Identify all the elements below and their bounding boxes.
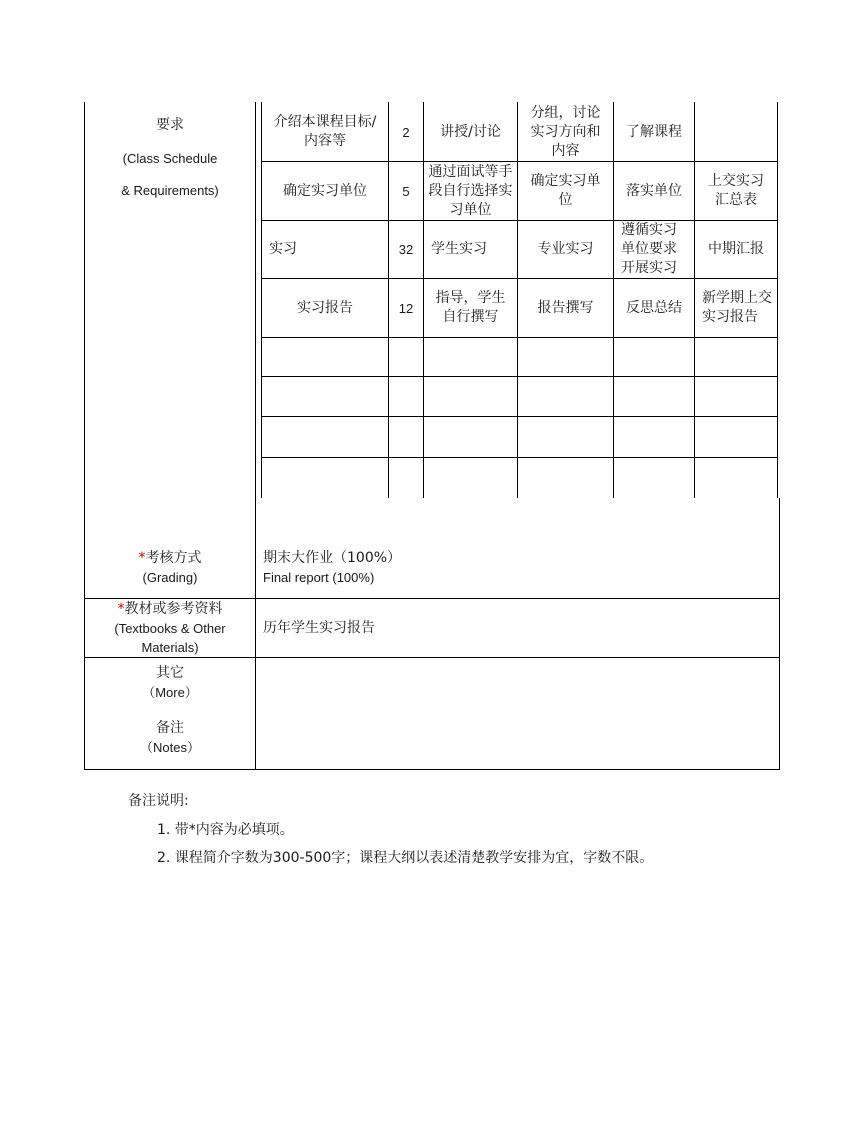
grading-value-zh: 期末大作业（100%） bbox=[263, 550, 402, 566]
schedule-cell-hours: 2 bbox=[402, 124, 410, 140]
grading-value bbox=[256, 548, 656, 588]
table-border-bottom bbox=[84, 769, 780, 770]
schedule-cell-goal: 遵循实习单位要求开展实习 bbox=[621, 222, 677, 276]
footnote-item-1: 1. 带*内容为必填项。 bbox=[157, 822, 294, 838]
schedule-cell-deliverable bbox=[695, 103, 777, 161]
schedule-cell-method: 指导，学生自行撰写 bbox=[435, 290, 506, 325]
grading-label-en: (Grading) bbox=[142, 570, 198, 585]
schedule-cell-content: 介绍本课程目标/内容等 bbox=[273, 114, 377, 149]
schedule-cell-content: 实习报告 bbox=[297, 299, 353, 316]
schedule-cell-goal: 了解课程 bbox=[626, 123, 682, 140]
grading-label-zh: 考核方式 bbox=[145, 550, 202, 566]
more-label-zh: 其它 bbox=[156, 665, 184, 681]
textbooks-label-en-1: (Textbooks & Other bbox=[114, 620, 226, 636]
schedule-cell-content: 实习 bbox=[269, 241, 297, 257]
textbooks-label bbox=[85, 599, 255, 657]
schedule-cell-goal: 反思总结 bbox=[626, 299, 682, 316]
grading-value-en: Final report (100%) bbox=[263, 570, 375, 585]
schedule-cell-deliverable: 上交实习汇总表 bbox=[708, 173, 764, 208]
schedule-cell-method: 学生实习 bbox=[431, 241, 487, 257]
footnotes-title: 备注说明: bbox=[128, 793, 189, 809]
schedule-label-en-2: & Requirements) bbox=[121, 183, 219, 198]
textbooks-label-en-2: Materials) bbox=[141, 639, 199, 655]
inner-table-row-line bbox=[261, 337, 777, 338]
schedule-cell-activity: 分组，讨论实习方向和内容 bbox=[530, 104, 601, 159]
more-label-en: （More） bbox=[142, 685, 198, 700]
inner-table-line bbox=[777, 102, 778, 498]
schedule-cell-hours: 32 bbox=[398, 242, 414, 257]
required-star: * bbox=[138, 550, 146, 566]
schedule-cell-activity: 确定实习单位 bbox=[530, 173, 601, 208]
schedule-cell-deliverable: 新学期上交实习报告 bbox=[702, 290, 772, 325]
inner-table-row-line bbox=[261, 376, 777, 377]
schedule-cell-goal: 落实单位 bbox=[626, 182, 682, 199]
required-star: * bbox=[117, 600, 125, 617]
textbooks-value: 历年学生实习报告 bbox=[263, 619, 375, 636]
inner-table-row-line bbox=[261, 457, 777, 458]
table-divider-left-column bbox=[255, 102, 256, 770]
table-border-right bbox=[779, 498, 780, 770]
schedule-cell-content: 确定实习单位 bbox=[283, 182, 367, 199]
schedule-cell-method: 讲授/讨论 bbox=[440, 123, 501, 140]
schedule-label bbox=[85, 112, 255, 212]
schedule-cell-activity: 报告撰写 bbox=[537, 299, 594, 316]
footnote-item-2: 2. 课程简介字数为300-500字；课程大纲以表述清楚教学安排为宜，字数不限。 bbox=[157, 850, 654, 866]
inner-table-row-line bbox=[261, 416, 777, 417]
textbooks-label-zh: 教材或参考资料 bbox=[124, 600, 223, 617]
schedule-cell-hours: 5 bbox=[402, 183, 410, 199]
grading-label bbox=[85, 548, 255, 588]
schedule-cell-deliverable: 中期汇报 bbox=[708, 241, 764, 257]
notes-label-en: （Notes） bbox=[140, 740, 200, 755]
schedule-cell-hours: 12 bbox=[398, 300, 414, 316]
schedule-label-en-1: (Class Schedule bbox=[122, 151, 218, 166]
schedule-label-zh: 要求 bbox=[156, 117, 184, 133]
more-notes-label bbox=[85, 664, 255, 764]
table-row-line bbox=[84, 657, 780, 658]
schedule-cell-method: 通过面试等手段自行选择实习单位 bbox=[428, 163, 513, 218]
notes-label-zh: 备注 bbox=[156, 720, 184, 736]
schedule-cell-activity: 专业实习 bbox=[537, 241, 594, 257]
